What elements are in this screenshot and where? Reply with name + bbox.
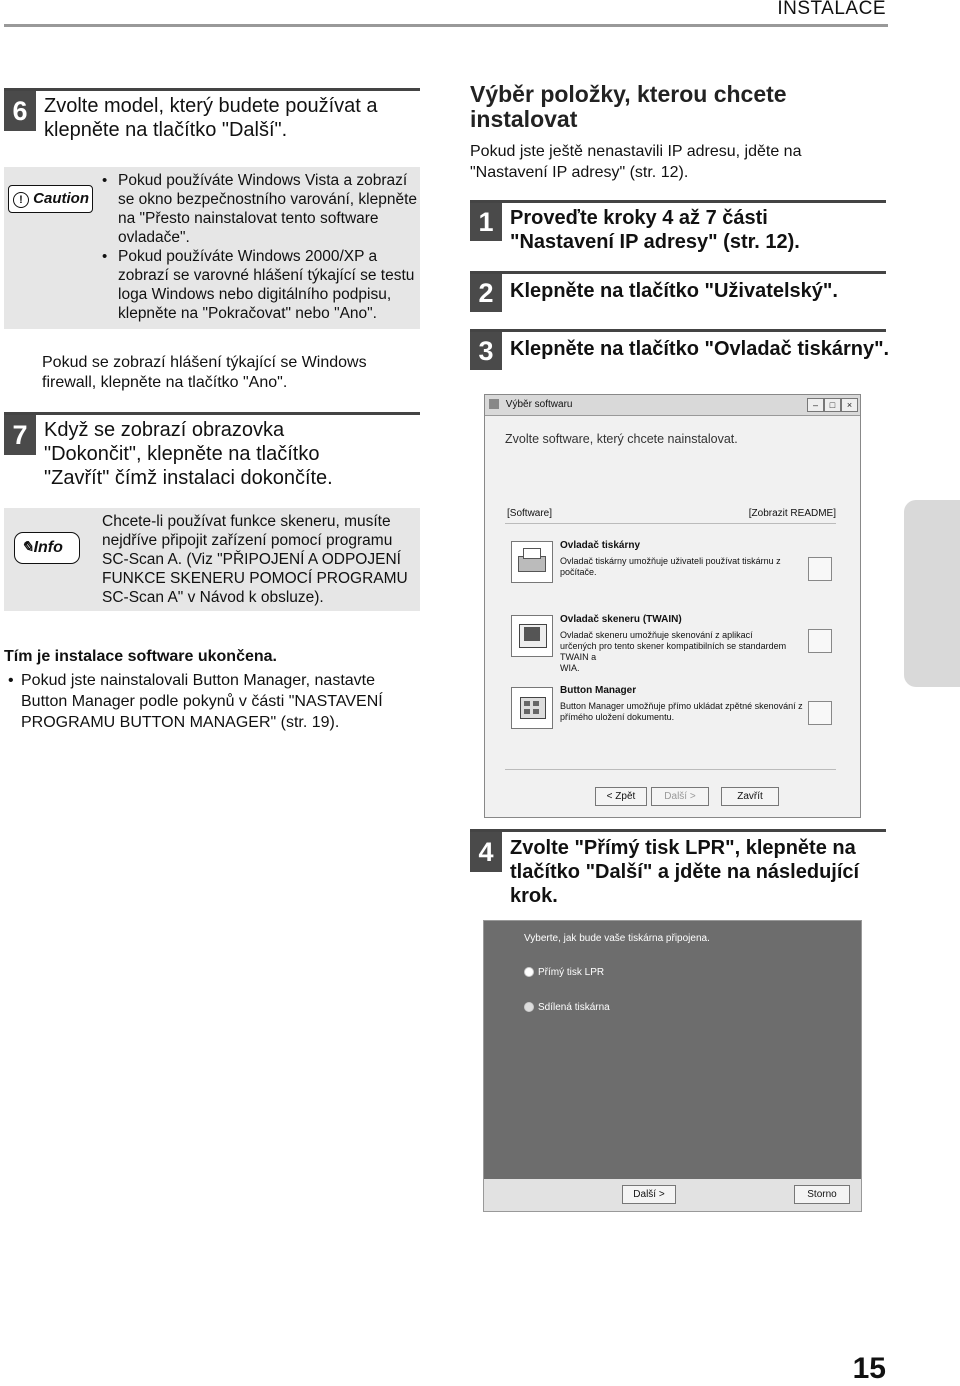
rstep3-text: Klepněte na tlačítko "Ovladač tiskárny". (510, 338, 890, 360)
info-line: Chcete-li používat funkce skeneru, musíte (102, 513, 391, 530)
software-label: [Software] (507, 508, 553, 519)
readme-button[interactable] (808, 557, 832, 581)
next-button[interactable]: Další > (622, 1185, 676, 1204)
finish-heading: Tím je instalace software ukončena. (4, 648, 277, 665)
step7-rule (4, 412, 420, 415)
caution-line: se okno bezpečnostního varování, klepněte (118, 191, 418, 208)
desc-line: počítače. (560, 567, 597, 577)
info-box (4, 508, 420, 611)
header-rule (4, 24, 888, 27)
rstep2-number: 2 (470, 274, 502, 312)
finish-note (4, 670, 424, 733)
caution-item (100, 171, 420, 247)
info-text (102, 512, 418, 607)
option-lpr[interactable] (524, 967, 604, 978)
option-label: Přímý tisk LPR (538, 967, 605, 978)
exclamation-icon: ! (13, 192, 29, 208)
info-label: Info (33, 539, 63, 556)
back-button[interactable]: < Zpět (595, 787, 647, 806)
caution-line: na "Přesto nainstalovat tento software (118, 210, 379, 227)
dialog-body (484, 921, 861, 1179)
rstep3-number: 3 (470, 332, 502, 370)
caution-line: klepněte na "Pokračovat" nebo "Ano". (118, 305, 377, 322)
desc-line: přímého uložení dokumentu. (560, 712, 675, 722)
section-heading-line: Výběr položky, kterou chcete (470, 81, 787, 107)
software-item-desc (560, 630, 810, 674)
step6-rule (4, 88, 420, 91)
caution-box (4, 167, 420, 329)
caution-line: ovladače". (118, 229, 190, 246)
button-manager-icon[interactable] (511, 687, 553, 729)
maximize-icon[interactable]: □ (824, 398, 841, 412)
step6-title-line: klepněte na tlačítko "Další". (44, 119, 288, 141)
section-heading (470, 82, 787, 132)
info-line: SC-Scan A" v Návod k obsluze). (102, 589, 324, 606)
close-icon[interactable]: × (841, 398, 858, 412)
info-line: nejdříve připojit zařízení pomocí programu (102, 532, 393, 549)
software-item-name[interactable]: Ovladač tiskárny (560, 540, 641, 551)
rstep1-number: 1 (470, 203, 502, 241)
step7-title (44, 418, 333, 490)
cancel-button[interactable]: Storno (794, 1185, 850, 1204)
page-number: 15 (852, 1352, 886, 1385)
readme-button[interactable] (808, 701, 832, 725)
section-heading-line: instalovat (470, 106, 578, 132)
info-badge (14, 532, 80, 564)
rstep3-rule (470, 329, 886, 332)
printer-icon[interactable] (511, 541, 553, 583)
divider (505, 769, 836, 770)
radio-selected-icon[interactable] (524, 967, 534, 977)
rstep4-rule (470, 829, 886, 832)
dialog-titlebar (485, 395, 860, 416)
rstep1-rule (470, 200, 886, 203)
finish-line: PROGRAMU BUTTON MANAGER" (str. 19). (21, 714, 340, 731)
finish-line: Button Manager podle pokynů v části "NASTAVENÍ (21, 693, 383, 710)
option-shared[interactable] (524, 1002, 610, 1013)
caution-line: • Pokud používáte Windows 2000/XP a (118, 248, 378, 265)
option-label: Sdílená tiskárna (538, 1002, 610, 1013)
step7-number: 7 (4, 415, 36, 455)
section-title: INSTALACE (777, 0, 886, 19)
rstep1-line: Proveďte kroky 4 až 7 části (510, 207, 768, 229)
app-icon (489, 399, 499, 409)
firewall-line: firewall, klepněte na tlačítko "Ano". (42, 374, 288, 391)
software-item-desc (560, 701, 810, 723)
readme-button[interactable] (808, 629, 832, 653)
step6-number: 6 (4, 91, 36, 131)
connection-dialog (483, 920, 862, 1212)
readme-label: [Zobrazit README] (748, 508, 836, 519)
dialog-title: Výběr softwaru (505, 399, 573, 410)
step6-title (44, 94, 378, 142)
rstep4-number: 4 (470, 832, 502, 872)
info-line: SC-Scan A. (Viz "PŘIPOJENÍ A ODPOJENÍ (102, 551, 401, 568)
step6-title-line: Zvolte model, který budete používat a (44, 95, 378, 117)
step7-title-line: "Dokončit", klepněte na tlačítko (44, 443, 320, 465)
caution-line: loga Windows nebo digitálního podpisu, (118, 286, 392, 303)
step7-title-line: "Zavřít" čímž instalaci dokončíte. (44, 467, 333, 489)
desc-line: Button Manager umožňuje přímo ukládat zpětné skenování z (560, 701, 803, 711)
minimize-icon[interactable]: – (807, 398, 824, 412)
close-button[interactable]: Zavřít (721, 787, 779, 806)
rstep4-text (510, 836, 859, 908)
intro-line: "Nastavení IP adresy" (str. 12). (470, 164, 689, 181)
rstep4-line: tlačítko "Další" a jděte na následující (510, 861, 860, 883)
intro-line: Pokud jste ještě nenastavili IP adresu, jděte na (470, 143, 802, 160)
radio-icon[interactable] (524, 1002, 534, 1012)
desc-line: Ovladač tiskárny umožňuje uživateli používat tiskárnu z (560, 556, 781, 566)
intro-text (470, 141, 801, 183)
side-tab (904, 500, 960, 687)
software-item-desc (560, 556, 810, 578)
next-button[interactable]: Další > (651, 787, 709, 806)
desc-line: WIA. (560, 663, 580, 673)
divider (505, 523, 836, 524)
desc-line: Ovladač skeneru umožňuje skenování z aplikací (560, 630, 753, 640)
connection-prompt: Vyberte, jak bude vaše tiskárna připojena. (524, 933, 710, 944)
rstep2-rule (470, 271, 886, 274)
caution-label: Caution (33, 190, 89, 207)
desc-line: určených pro tento skener kompatibilních se standardem TWAIN a (560, 641, 787, 662)
software-item-name[interactable]: Ovladač skeneru (TWAIN) (560, 614, 682, 625)
caution-line: zobrazí se varovné hlášení týkající se testu (118, 267, 415, 284)
pencil-icon: ✎ (21, 539, 34, 556)
rstep4-line: Zvolte "Přímý tisk LPR", klepněte na (510, 837, 856, 859)
software-item-name[interactable]: Button Manager (560, 685, 637, 696)
finish-line: Pokud jste nainstalovali Button Manager, nastavte (21, 672, 375, 689)
firewall-note (42, 353, 367, 393)
scanner-icon[interactable] (511, 615, 553, 657)
software-dialog (484, 394, 861, 818)
caution-item (100, 247, 420, 323)
info-line: FUNKCE SKENERU POMOCÍ PROGRAMU (102, 570, 408, 587)
step7-title-line: Když se zobrazí obrazovka (44, 419, 285, 441)
caution-list (100, 171, 420, 323)
rstep1-line: "Nastavení IP adresy" (str. 12). (510, 231, 800, 253)
rstep4-line: krok. (510, 885, 558, 907)
caution-badge (8, 185, 93, 213)
rstep1-text (510, 206, 800, 254)
rstep2-text: Klepněte na tlačítko "Uživatelský". (510, 280, 838, 302)
dialog-prompt: Zvolte software, který chcete nainstalovat. (505, 432, 738, 446)
bullet: • (8, 672, 14, 689)
caution-line: • Pokud používáte Windows Vista a zobrazí (118, 172, 408, 189)
firewall-line: Pokud se zobrazí hlášení týkající se Windows (42, 354, 367, 371)
